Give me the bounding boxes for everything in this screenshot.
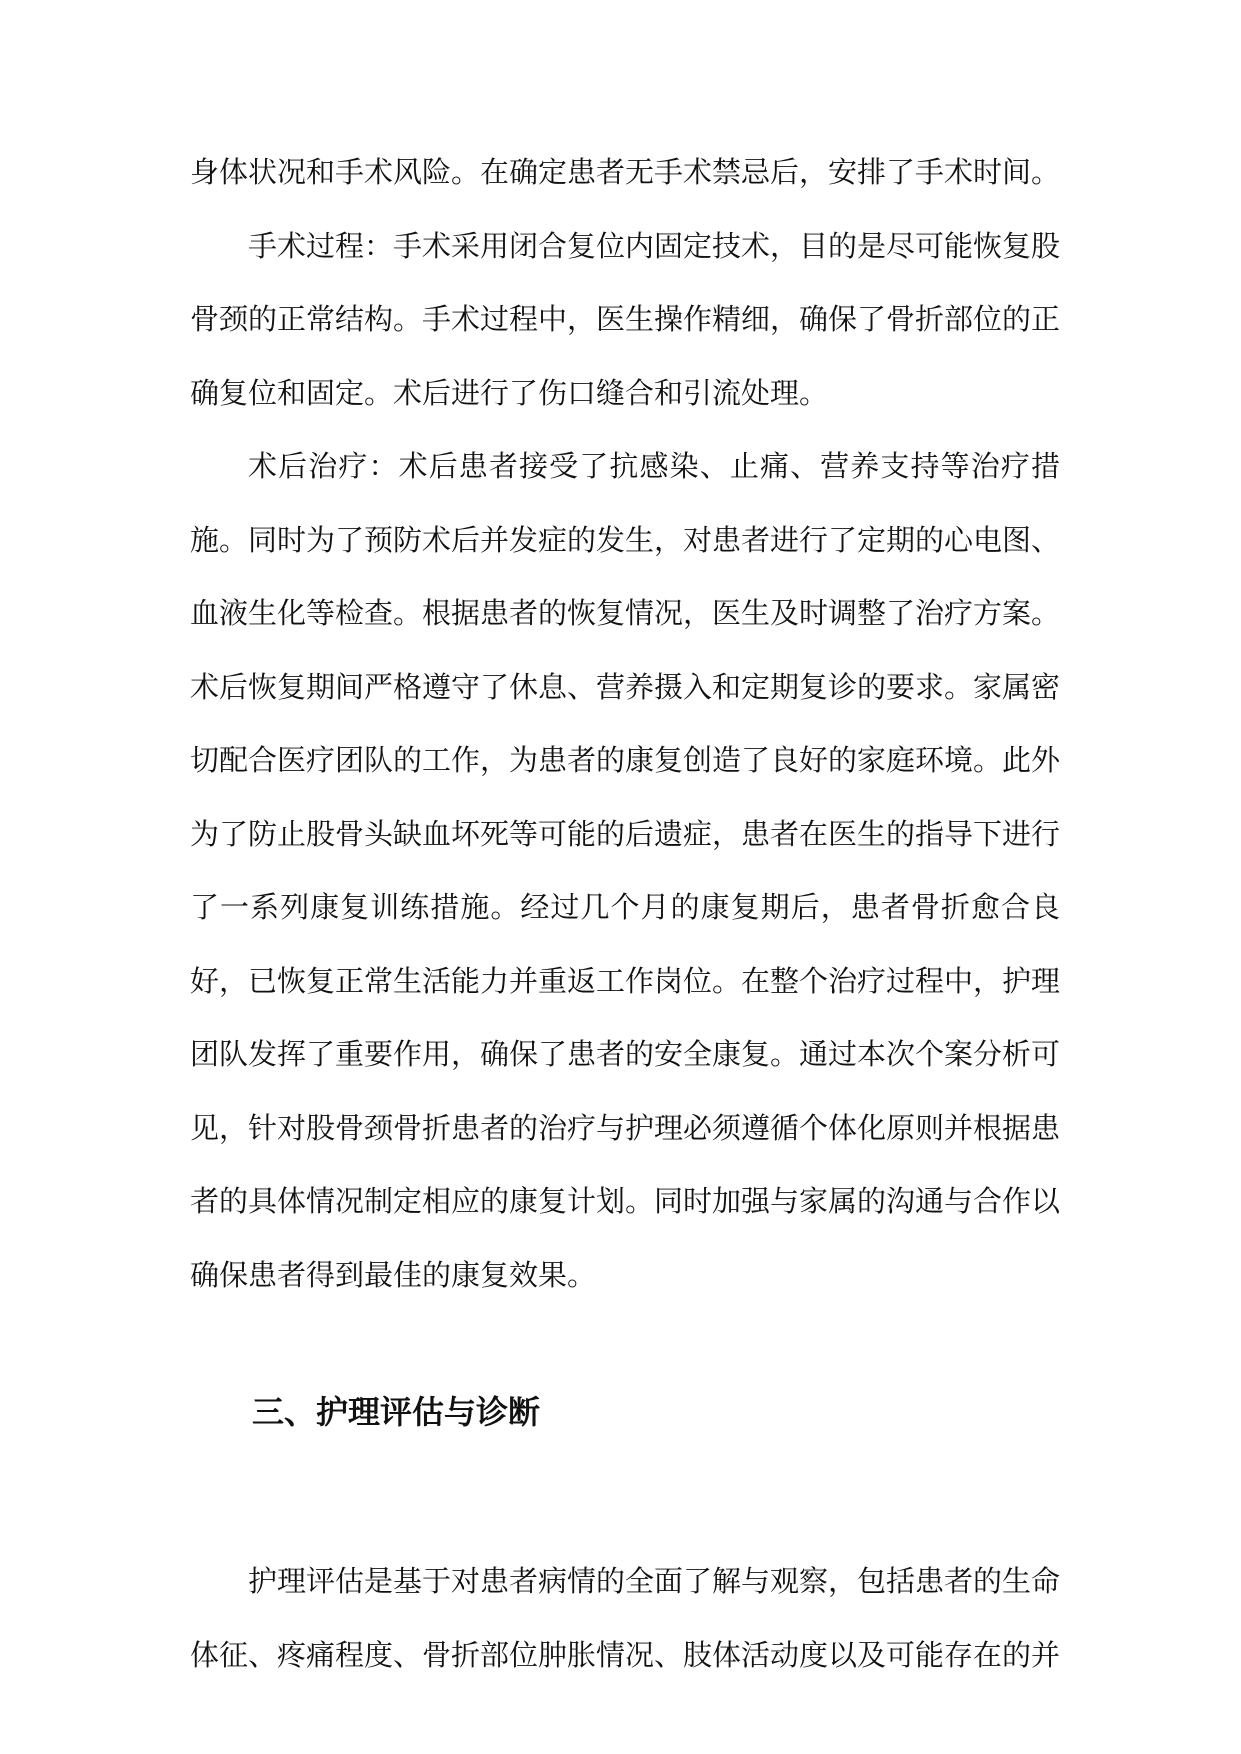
paragraph-surgery-process: 手术过程：手术采用闭合复位内固定技术，目的是尽可能恢复股骨颈的正常结构。手术过程中，医生操作精细，确保了骨折部位的正确复位和固定。术后进行了伤口缝合和引流处理。 bbox=[190, 228, 1061, 410]
body-text-block bbox=[190, 136, 1060, 1312]
paragraph-continued: 身体状况和手术风险。在确定患者无手术禁忌后，安排了手术时间。 bbox=[190, 155, 1061, 189]
paragraph-post-op-treatment: 术后治疗：术后患者接受了抗感染、止痛、营养支持等治疗措施。同时为了预防术后并发症的发生，对患者进行了定期的心电图、血液生化等检查。根据患者的恢复情况，医生及时调整了治疗方案。术后恢复期间严格遵守了休息、营养摄入和定期复诊的要求。家属密切配合医疗团队的工作，为患者的康复创造了良好的家庭环境。此外为了防止股骨头缺血坏死等可能的后遗症，患者在医生的指导下进行了一系列康复训练措施。经过几个月的康复期后，患者骨折愈合良好，已恢复正常生活能力并重返工作岗位。在整个治疗过程中，护理团队发挥了重要作用，确保了患者的安全康复。通过本次个案分析可见，针对股骨颈骨折患者的治疗与护理必须遵循个体化原则并根据患者的具体情况制定相应的康复计划。同时加强与家属的沟通与合作以确保患者得到最佳的康复效果。 bbox=[190, 449, 1061, 1292]
section-heading: 三、护理评估与诊断 bbox=[252, 1393, 541, 1431]
paragraph-nursing-assessment: 护理评估是基于对患者病情的全面了解与观察，包括患者的生命体征、疼痛程度、骨折部位肿胀情况、肢体活动度以及可能存在的并 bbox=[190, 1564, 1061, 1672]
section-body-block bbox=[190, 1545, 1060, 1692]
